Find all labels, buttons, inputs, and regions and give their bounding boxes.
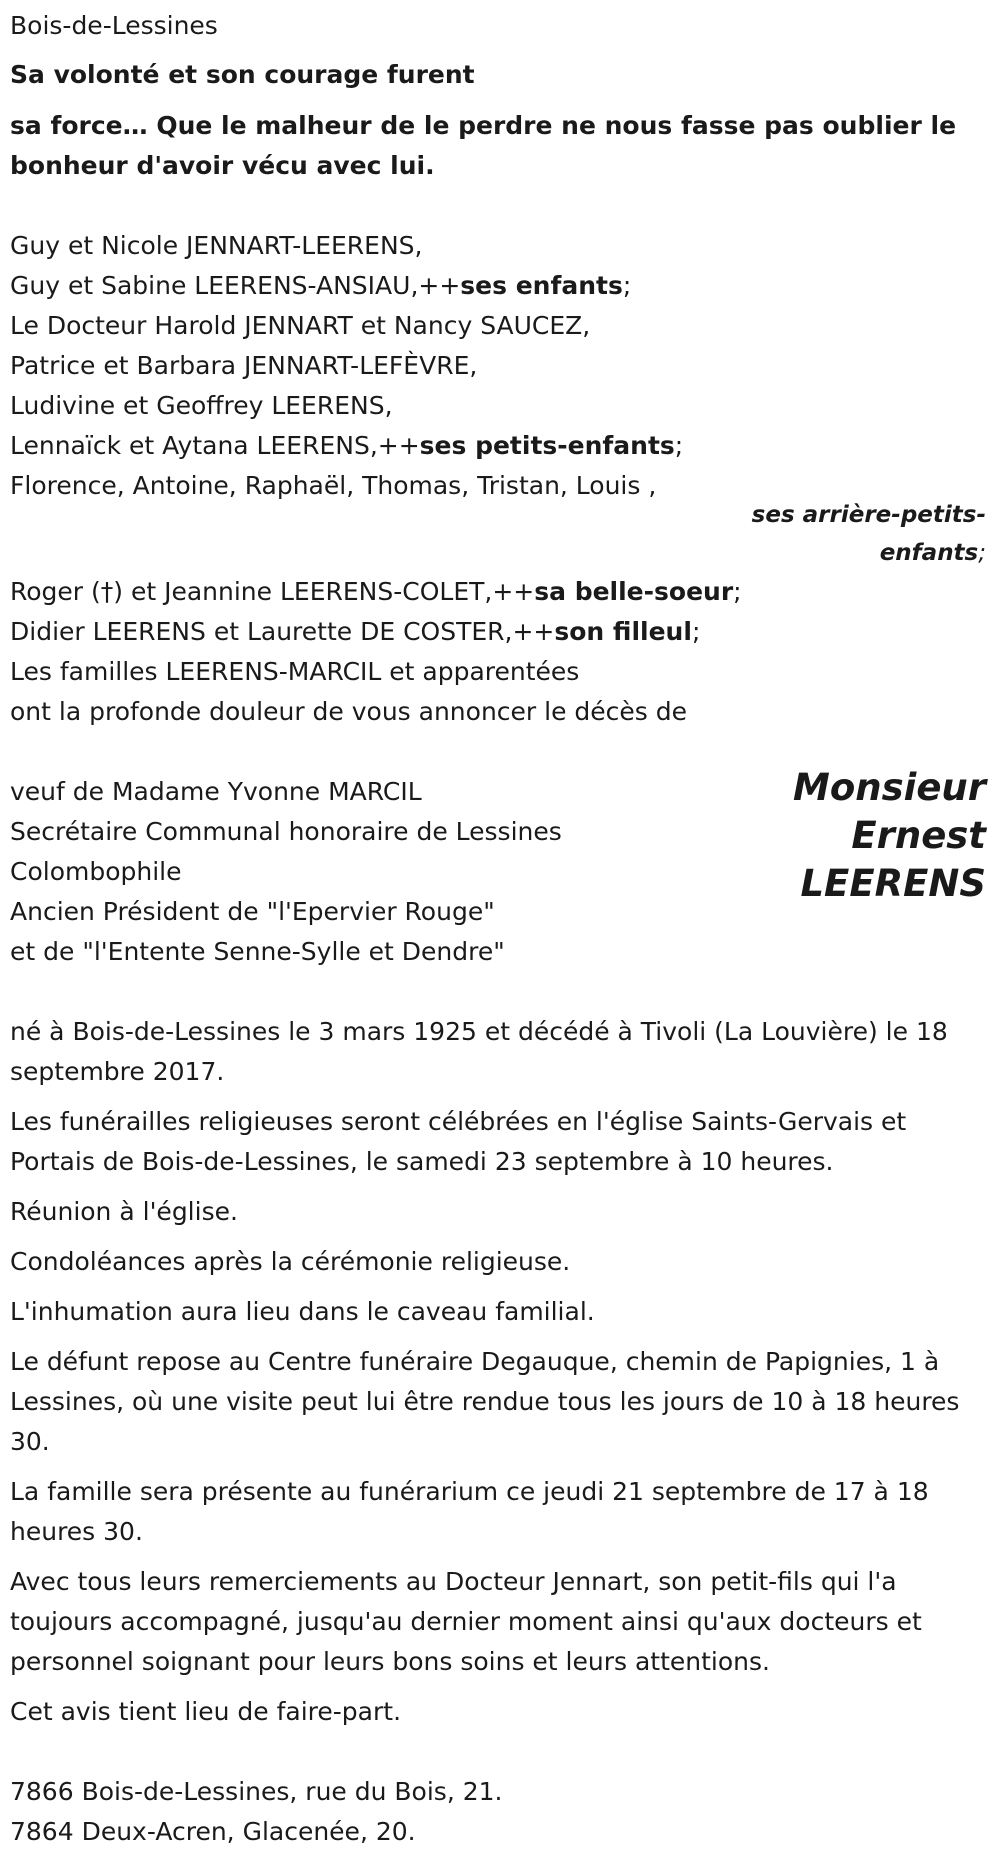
- body-paragraph-funeral: Les funérailles religieuses seront célébrées en l'église Saints-Gervais et Portais de Bois-de-Lessines, le samedi 23 septembre à 10 heures.: [10, 1107, 907, 1176]
- relation-label-word: enfants: [879, 540, 979, 566]
- relation-label-part-1: ses arrière-petits-: [751, 502, 986, 528]
- quote-line-2: sa force… Que le malheur de le perdre ne nous fasse pas oublier le bonheur d'avoir vécu avec lui.: [10, 111, 957, 180]
- relation-label: son filleul: [554, 617, 692, 646]
- deceased-title: Monsieur: [793, 766, 986, 809]
- address-1: 7866 Bois-de-Lessines, rue du Bois, 21.: [10, 1777, 503, 1806]
- family-name: Guy et Sabine LEERENS-ANSIAU,++: [10, 271, 461, 300]
- body-paragraph-family-presence: La famille sera présente au funérarium ce jeudi 21 septembre de 17 à 18 heures 30.: [10, 1477, 929, 1546]
- relation-label-part-2: [752, 534, 986, 572]
- body-paragraph-notice: Cet avis tient lieu de faire-part.: [10, 1697, 402, 1726]
- semicolon: ;: [733, 577, 742, 606]
- relation-label-great-grandchildren: [752, 496, 986, 572]
- family-line-1: Guy et Nicole JENNART-LEERENS,: [10, 231, 423, 260]
- body-paragraph-thanks: Avec tous leurs remerciements au Docteur Jennart, son petit-fils qui l'a toujours accompagné, jusqu'au dernier moment ainsi qu'aux docteurs et personnel soignant pour leurs bons soins et leurs attentions.: [10, 1567, 922, 1676]
- family-line-6: [10, 426, 683, 466]
- family-line-4: Patrice et Barbara JENNART-LEFÈVRE,: [10, 351, 478, 380]
- address-2: 7864 Deux-Acren, Glacenée, 20.: [10, 1817, 416, 1846]
- deceased-detail-2: Secrétaire Communal honoraire de Lessines: [10, 817, 562, 846]
- family-line-11: ont la profonde douleur de vous annoncer le décès de: [10, 697, 688, 726]
- deceased-detail-4: Ancien Président de "l'Epervier Rouge": [10, 897, 495, 926]
- body-paragraph-birth-death: né à Bois-de-Lessines le 3 mars 1925 et décédé à Tivoli (La Louvière) le 18 septembre 2017.: [10, 1017, 948, 1086]
- semicolon: ;: [978, 540, 986, 566]
- body-paragraph-meeting: Réunion à l'église.: [10, 1197, 238, 1226]
- quote-line-1: Sa volonté et son courage furent: [10, 60, 475, 89]
- family-line-7: Florence, Antoine, Raphaël, Thomas, Tristan, Louis ,: [10, 471, 657, 500]
- family-line-3: Le Docteur Harold JENNART et Nancy SAUCEZ,: [10, 311, 591, 340]
- body-paragraph-condolences: Condoléances après la cérémonie religieuse.: [10, 1247, 571, 1276]
- family-line-2: [10, 266, 631, 306]
- deceased-last-name: LEERENS: [800, 862, 986, 905]
- body-paragraph-rest: Le défunt repose au Centre funéraire Degauque, chemin de Papignies, 1 à Lessines, où une visite peut lui être rendue tous les jours de 10 à 18 heures 30.: [10, 1347, 960, 1456]
- deceased-name: [686, 764, 986, 908]
- deceased-detail-3: Colombophile: [10, 857, 182, 886]
- body-paragraph-burial: L'inhumation aura lieu dans le caveau familial.: [10, 1297, 595, 1326]
- family-line-10: Les familles LEERENS-MARCIL et apparentées: [10, 657, 580, 686]
- family-line-5: Ludivine et Geoffrey LEERENS,: [10, 391, 393, 420]
- relation-label: sa belle-soeur: [534, 577, 734, 606]
- semicolon: ;: [674, 431, 684, 460]
- deceased-detail-5: et de "l'Entente Senne-Sylle et Dendre": [10, 937, 505, 966]
- semicolon: ;: [622, 271, 632, 300]
- relation-label: ses petits-enfants: [419, 431, 675, 460]
- location-header: Bois-de-Lessines: [10, 11, 218, 40]
- family-name: Roger (†) et Jeannine LEERENS-COLET,++: [10, 577, 535, 606]
- family-line-9: [10, 612, 700, 652]
- deceased-first-name: Ernest: [851, 814, 986, 857]
- family-name: Lennaïck et Aytana LEERENS,++: [10, 431, 420, 460]
- family-line-8: [10, 572, 742, 612]
- deceased-detail-1: veuf de Madame Yvonne MARCIL: [10, 777, 422, 806]
- relation-label: ses enfants: [460, 271, 623, 300]
- semicolon: ;: [691, 617, 701, 646]
- family-name: Didier LEERENS et Laurette DE COSTER,++: [10, 617, 555, 646]
